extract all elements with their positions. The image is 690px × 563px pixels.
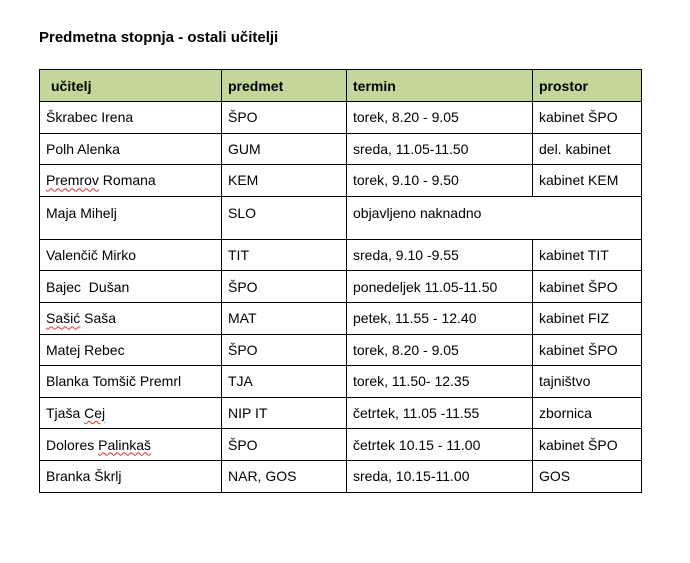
teacher-name: Romana [98, 172, 156, 189]
cell-termin: torek, 8.20 - 9.05 [347, 334, 533, 366]
column-header-prostor: prostor [533, 70, 642, 102]
teacher-name: Matej Rebec [46, 341, 125, 358]
cell-predmet: MAT [222, 302, 347, 334]
cell-termin: torek, 11.50- 12.35 [347, 366, 533, 398]
cell-ucitelj [40, 429, 222, 461]
cell-predmet: TJA [222, 366, 347, 398]
cell-predmet: TIT [222, 239, 347, 271]
cell-prostor: tajništvo [533, 366, 642, 398]
page-title: Predmetna stopnja - ostali učitelji [39, 29, 279, 46]
teacher-name: Maja Mihelj [46, 204, 117, 221]
teacher-name: Tjaša [46, 405, 85, 422]
cell-prostor: kabinet TIT [533, 239, 642, 271]
column-header-predmet: predmet [222, 70, 347, 102]
cell-prostor: kabinet ŠPO [533, 429, 642, 461]
cell-prostor: kabinet ŠPO [533, 334, 642, 366]
cell-termin: četrtek 10.15 - 11.00 [347, 429, 533, 461]
cell-predmet: KEM [222, 165, 347, 197]
cell-termin: ponedeljek 11.05-11.50 [347, 271, 533, 303]
table-row [40, 102, 642, 134]
cell-ucitelj [40, 397, 222, 429]
teacher-name-spellcheck: Cej [84, 405, 106, 422]
table-row [40, 460, 642, 492]
cell-ucitelj [40, 196, 222, 239]
cell-predmet: ŠPO [222, 271, 347, 303]
cell-ucitelj [40, 366, 222, 398]
cell-termin: torek, 8.20 - 9.05 [347, 102, 533, 134]
cell-prostor: GOS [533, 460, 642, 492]
teacher-name: Blanka Tomšič Premrl [46, 373, 182, 390]
table-row [40, 271, 642, 303]
cell-termin: sreda, 11.05-11.50 [347, 133, 533, 165]
teacher-name: Dolores [46, 436, 99, 453]
cell-ucitelj [40, 460, 222, 492]
table-row [40, 429, 642, 461]
cell-predmet: ŠPO [222, 429, 347, 461]
cell-prostor: del. kabinet [533, 133, 642, 165]
cell-ucitelj [40, 239, 222, 271]
table-row [40, 397, 642, 429]
cell-termin-merged: objavljeno naknadno [347, 196, 642, 239]
teacher-name: Saša [80, 310, 117, 327]
cell-ucitelj [40, 334, 222, 366]
cell-prostor: zbornica [533, 397, 642, 429]
cell-termin: četrtek, 11.05 -11.55 [347, 397, 533, 429]
cell-prostor: kabinet ŠPO [533, 102, 642, 134]
teacher-name-spellcheck: Palinkaš [98, 436, 152, 453]
cell-prostor: kabinet ŠPO [533, 271, 642, 303]
cell-predmet: NAR, GOS [222, 460, 347, 492]
header-row [40, 70, 642, 102]
teacher-name: Polh Alenka [46, 140, 120, 157]
cell-predmet: GUM [222, 133, 347, 165]
teacher-schedule-table [39, 69, 642, 493]
cell-termin: sreda, 10.15-11.00 [347, 460, 533, 492]
cell-predmet: SLO [222, 196, 347, 239]
table-row [40, 196, 642, 239]
teacher-name-spellcheck: Sašić [46, 310, 81, 327]
table-row [40, 165, 642, 197]
table-row [40, 302, 642, 334]
cell-predmet: ŠPO [222, 334, 347, 366]
cell-ucitelj [40, 302, 222, 334]
table-body [40, 102, 642, 493]
column-header-ucitelj: učitelj [40, 70, 222, 102]
teacher-name-spellcheck: Premrov [46, 172, 99, 189]
column-header-termin: termin [347, 70, 533, 102]
cell-termin: sreda, 9.10 -9.55 [347, 239, 533, 271]
cell-ucitelj [40, 165, 222, 197]
cell-ucitelj [40, 133, 222, 165]
table-header [40, 70, 642, 102]
teacher-name: Bajec Dušan [46, 278, 130, 295]
teacher-name: Škrabec Irena [46, 109, 134, 126]
cell-prostor: kabinet FIZ [533, 302, 642, 334]
cell-termin: torek, 9.10 - 9.50 [347, 165, 533, 197]
cell-prostor: kabinet KEM [533, 165, 642, 197]
teacher-name: Valenčič Mirko [46, 247, 136, 264]
table-row [40, 334, 642, 366]
cell-ucitelj [40, 102, 222, 134]
cell-termin: petek, 11.55 - 12.40 [347, 302, 533, 334]
cell-predmet: NIP IT [222, 397, 347, 429]
teacher-name: Branka Škrlj [46, 468, 122, 485]
cell-predmet: ŠPO [222, 102, 347, 134]
table-row [40, 239, 642, 271]
table-row [40, 133, 642, 165]
table-row [40, 366, 642, 398]
cell-ucitelj [40, 271, 222, 303]
